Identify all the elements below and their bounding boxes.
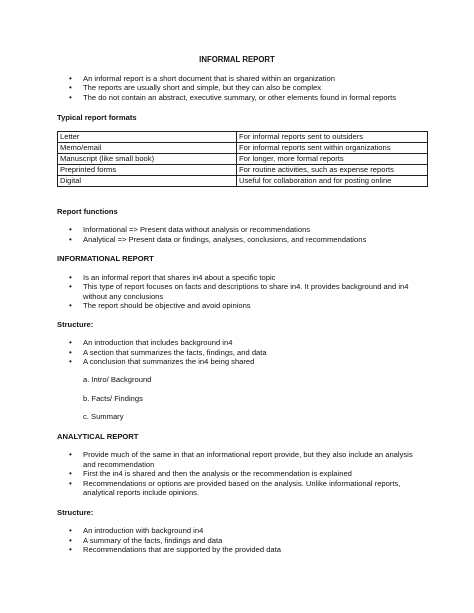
informational-heading: INFORMATIONAL REPORT	[57, 254, 154, 264]
analytical-list	[57, 450, 417, 497]
table-cell: For informal reports sent to outsiders	[237, 131, 428, 142]
list-item: a. Intro/ Background	[83, 375, 152, 385]
table-cell: Manuscript (like small book)	[58, 153, 237, 164]
table-cell: For routine activities, such as expense reports	[237, 164, 428, 175]
table-row	[58, 131, 428, 142]
analytical-heading: ANALYTICAL REPORT	[57, 431, 139, 441]
table-cell: For longer, more formal reports	[237, 153, 428, 164]
functions-list	[57, 225, 417, 244]
table-cell: For informal reports sent within organizations	[237, 142, 428, 153]
analytical-structure-heading: Structure:	[57, 507, 94, 517]
list-item: • First the in4 is shared and then the analysis or the recommendation is explained	[57, 469, 417, 478]
analytical-structure-list	[57, 526, 417, 554]
table-cell: Useful for collaboration and for posting online	[237, 175, 428, 186]
list-item: • An informal report is a short document that is shared within an organization	[57, 74, 417, 83]
table-cell: Memo/email	[58, 142, 237, 153]
list-item: • Is an informal report that shares in4 about a specific topic	[57, 273, 417, 282]
formats-table	[57, 131, 428, 187]
list-item: • A section that summarizes the facts, findings, and data	[57, 348, 417, 357]
list-item: • An introduction that includes background in4	[57, 338, 417, 347]
document-content	[57, 55, 417, 555]
list-item: • An introduction with background in4	[57, 526, 417, 535]
document-title: INFORMAL REPORT	[199, 55, 275, 64]
intro-list	[57, 74, 417, 102]
table-cell: Preprinted forms	[58, 164, 237, 175]
list-item: • The do not contain an abstract, executive summary, or other elements found in formal reports	[57, 93, 417, 102]
formats-heading: Typical report formats	[57, 113, 137, 123]
structure-parts-list	[57, 375, 417, 421]
table-row	[58, 142, 428, 153]
table-row	[58, 175, 428, 186]
list-item: • The reports are usually short and simple, but they can also be complex	[57, 83, 417, 92]
table-cell: Digital	[58, 175, 237, 186]
list-item: • Provide much of the same in that an informational report provide, but they also include an analysis and recommendation	[57, 450, 417, 469]
informational-list	[57, 273, 417, 311]
informational-structure-list	[57, 338, 417, 366]
list-item: • A conclusion that summarizes the in4 being shared	[57, 357, 417, 366]
table-row	[58, 153, 428, 164]
list-item: b. Facts/ Findings	[83, 393, 143, 403]
list-item: • Analytical => Present data or findings, analyses, conclusions, and recommendations	[57, 235, 417, 244]
list-item: • A summary of the facts, findings and data	[57, 536, 417, 545]
table-row	[58, 164, 428, 175]
list-item: • This type of report focuses on facts and descriptions to share in4. It provides background and in4 without any conclusions	[57, 282, 417, 301]
table-cell: Letter	[58, 131, 237, 142]
functions-heading: Report functions	[57, 206, 118, 216]
list-item: • The report should be objective and avoid opinions	[57, 301, 417, 310]
list-item: • Informational => Present data without analysis or recommendations	[57, 225, 417, 234]
list-item: • Recommendations or options are provided based on the analysis. Unlike informational reports, analytical reports include opinions.	[57, 479, 417, 498]
list-item: c. Summary	[83, 412, 124, 422]
informational-structure-heading: Structure:	[57, 319, 94, 329]
list-item: • Recommendations that are supported by the provided data	[57, 545, 417, 554]
